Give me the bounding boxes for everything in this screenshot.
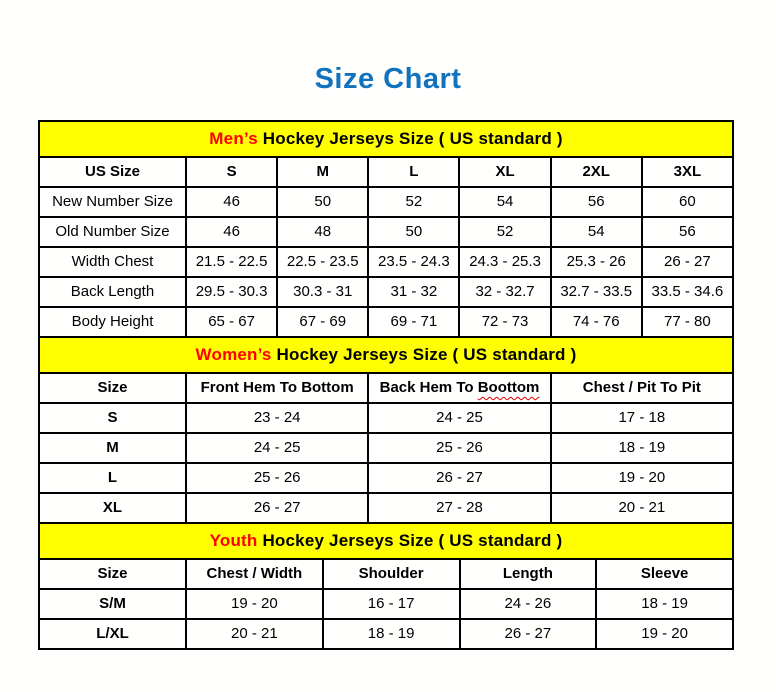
column-header: Chest / Width [186,559,323,589]
size-value: 23 - 24 [186,403,368,433]
size-value: 72 - 73 [459,307,550,337]
size-value: 26 - 27 [368,463,550,493]
misspelled-word: Boottom [477,379,540,396]
size-tables [38,120,734,650]
size-value: 26 - 27 [186,493,368,523]
mens-section-title [39,121,733,157]
womens-section-title [39,337,733,373]
column-header: Length [460,559,597,589]
womens-section-header-row [39,337,733,373]
column-header: Sleeve [596,559,733,589]
table-row [39,403,733,433]
size-value: 46 [186,217,277,247]
column-header: Shoulder [323,559,460,589]
size-value: 29.5 - 30.3 [186,277,277,307]
row-label: L [39,463,186,493]
table-row [39,463,733,493]
size-value: 25 - 26 [368,433,550,463]
size-value: 18 - 19 [596,589,733,619]
size-value: 18 - 19 [551,433,733,463]
size-value: 22.5 - 23.5 [277,247,368,277]
size-value: 52 [368,187,459,217]
column-header: M [277,157,368,187]
size-value: 24.3 - 25.3 [459,247,550,277]
table-row [39,277,733,307]
column-header: Chest / Pit To Pit [551,373,733,403]
row-label: New Number Size [39,187,186,217]
size-value: 32.7 - 33.5 [551,277,642,307]
size-value: 24 - 25 [368,403,550,433]
size-value: 56 [642,217,733,247]
table-row [39,187,733,217]
size-value: 32 - 32.7 [459,277,550,307]
table-row [39,493,733,523]
table-row [39,619,733,649]
size-value: 74 - 76 [551,307,642,337]
column-header: US Size [39,157,186,187]
row-label: L/XL [39,619,186,649]
size-value: 27 - 28 [368,493,550,523]
size-value: 19 - 20 [551,463,733,493]
youth-section-title [39,523,733,559]
size-value: 54 [551,217,642,247]
womens-header-row [39,373,733,403]
size-value: 21.5 - 22.5 [186,247,277,277]
size-value: 16 - 17 [323,589,460,619]
size-value: 20 - 21 [186,619,323,649]
page-title: Size Chart [314,63,462,95]
size-value: 31 - 32 [368,277,459,307]
column-header: L [368,157,459,187]
size-value: 54 [459,187,550,217]
table-row [39,217,733,247]
size-value: 50 [277,187,368,217]
size-value: 24 - 26 [460,589,597,619]
table-row [39,589,733,619]
row-label: S [39,403,186,433]
row-label: Body Height [39,307,186,337]
row-label: XL [39,493,186,523]
size-value: 69 - 71 [368,307,459,337]
table-row [39,247,733,277]
size-value: 19 - 20 [186,589,323,619]
size-value: 24 - 25 [186,433,368,463]
size-value: 19 - 20 [596,619,733,649]
size-value: 18 - 19 [323,619,460,649]
row-label: S/M [39,589,186,619]
size-value: 52 [459,217,550,247]
row-label: Old Number Size [39,217,186,247]
mens-header-row [39,157,733,187]
size-value: 17 - 18 [551,403,733,433]
column-header: Front Hem To Bottom [186,373,368,403]
column-header: Size [39,559,186,589]
mens-section-title-highlight: Men’s [209,129,258,148]
column-header: 3XL [642,157,733,187]
size-value: 65 - 67 [186,307,277,337]
size-value: 26 - 27 [642,247,733,277]
column-header: XL [459,157,550,187]
youth-size-table [38,522,734,650]
size-value: 23.5 - 24.3 [368,247,459,277]
youth-header-row [39,559,733,589]
womens-section-title-highlight: Women’s [195,345,272,364]
womens-size-table [38,336,734,524]
table-row [39,307,733,337]
row-label: M [39,433,186,463]
column-header [368,373,550,403]
size-value: 25.3 - 26 [551,247,642,277]
size-value: 20 - 21 [551,493,733,523]
row-label: Back Length [39,277,186,307]
size-value: 48 [277,217,368,247]
size-value: 56 [551,187,642,217]
size-value: 25 - 26 [186,463,368,493]
size-value: 26 - 27 [460,619,597,649]
size-value: 60 [642,187,733,217]
size-value: 30.3 - 31 [277,277,368,307]
mens-section-header-row [39,121,733,157]
column-header: Size [39,373,186,403]
column-header: 2XL [551,157,642,187]
row-label: Width Chest [39,247,186,277]
size-value: 67 - 69 [277,307,368,337]
column-header-text: Back Hem To [379,379,474,396]
table-row [39,433,733,463]
youth-section-title-highlight: Youth [209,531,258,550]
mens-size-table [38,120,734,338]
size-value: 50 [368,217,459,247]
column-header: S [186,157,277,187]
youth-section-header-row [39,523,733,559]
youth-section-title-rest: Hockey Jerseys Size ( US standard ) [262,531,563,550]
womens-section-title-rest: Hockey Jerseys Size ( US standard ) [276,345,577,364]
mens-section-title-rest: Hockey Jerseys Size ( US standard ) [262,129,563,148]
size-value: 46 [186,187,277,217]
size-value: 77 - 80 [642,307,733,337]
size-value: 33.5 - 34.6 [642,277,733,307]
